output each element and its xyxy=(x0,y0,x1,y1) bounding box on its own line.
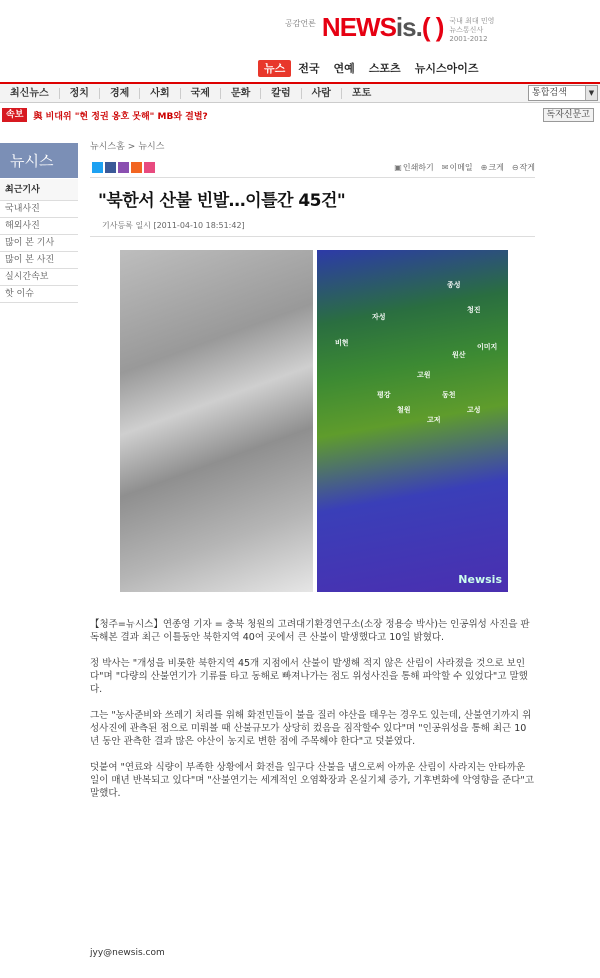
sidebar-item-domestic-photo[interactable]: 국내사진 xyxy=(0,201,78,218)
gnb-sports[interactable]: 스포츠 xyxy=(368,62,401,75)
subnav-economy[interactable]: 경제 xyxy=(100,88,140,99)
twitter-icon[interactable] xyxy=(92,162,103,173)
chevron-down-icon[interactable]: ▼ xyxy=(585,86,597,100)
breaking-headline-link[interactable]: 與 비대위 "현 정권 옹호 못해" MB와 결별? xyxy=(33,111,208,122)
facebook-icon[interactable] xyxy=(105,162,116,173)
satellite-image-grayscale xyxy=(120,250,313,592)
sidebar-item-realtime[interactable]: 실시간속보 xyxy=(0,269,78,286)
article-body xyxy=(90,618,535,813)
printer-icon: ▣ xyxy=(394,163,402,172)
article-actions xyxy=(394,162,535,173)
breadcrumb-section[interactable]: 뉴시스 xyxy=(138,142,165,152)
newsis-watermark: Newsis xyxy=(458,573,502,586)
logo-wordmark[interactable]: NEWSis.( ) xyxy=(321,12,444,42)
site-header xyxy=(0,0,600,80)
global-nav xyxy=(258,60,485,77)
subnav-society[interactable]: 사회 xyxy=(140,88,180,99)
mail-icon: ✉ xyxy=(441,163,449,172)
breadcrumb: 뉴시스홈 > 뉴시스 xyxy=(90,142,165,152)
breaking-label: 속보 xyxy=(2,108,27,122)
article-dateline: 기사등록 일시 [2011-04-10 18:51:42] xyxy=(102,221,245,230)
article-toolbar xyxy=(90,162,535,178)
plus-icon: ⊕ xyxy=(480,163,488,172)
sidebar-item-hot-issue[interactable]: 핫 이슈 xyxy=(0,286,78,303)
email-button[interactable]: ✉이메일 xyxy=(441,163,473,172)
sidebar-item-foreign-photo[interactable]: 해외사진 xyxy=(0,218,78,235)
article-headline: "북한서 산불 빈발…이틀간 45건" xyxy=(98,191,346,211)
gnb-entertainment[interactable]: 연예 xyxy=(333,62,355,75)
article-photo[interactable] xyxy=(120,250,508,592)
article-main xyxy=(90,140,535,958)
divider xyxy=(90,236,535,237)
subnav-column[interactable]: 칼럼 xyxy=(261,88,301,99)
logo-tagline: 국내 최대 민영 뉴스통신사 2001-2012 xyxy=(449,17,495,43)
article-paragraph: 정 박사는 "개성을 비롯한 북한지역 45개 지점에서 산불이 발생해 적지 않은 산림이 사라졌을 것으로 보인다"며 "다량의 산불연기가 기류를 타고 동해로 빠져나가는 점도 위성사진을 통해 파악할 수 있었다"고 말했다. xyxy=(90,658,528,695)
satellite-image-color: 종성 청진 자성 비현 원산 고원 동천 고성 이미지 평강 철원 고저 Newsis xyxy=(317,250,508,592)
logo-prefix: 공감언론 xyxy=(285,19,316,28)
left-sidebar xyxy=(0,143,78,303)
subnav-photo[interactable]: 포토 xyxy=(351,87,372,99)
breadcrumb-home[interactable]: 뉴시스홈 xyxy=(90,142,125,152)
article-paragraph: 그는 "농사준비와 쓰레기 처리를 위해 화전민들이 불을 질러 야산을 태우는 경우도 있는데, 산불연기까지 위성사진에 관측된 점으로 미뤄볼 때 산불규모가 상당히 컸음을 짐작할수 있다"며 "인공위성을 통해 최근 10년 동안 관측한 결과 많은 야산이 농지로 변한 점에 주목해야 한다"고 덧붙였다. xyxy=(90,710,532,747)
font-larger-button[interactable]: ⊕크게 xyxy=(480,163,504,172)
site-logo[interactable] xyxy=(285,12,501,52)
cyworld-icon[interactable] xyxy=(131,162,142,173)
font-smaller-button[interactable]: ⊖작게 xyxy=(511,163,535,172)
section-nav xyxy=(0,82,600,103)
gnb-newsis-eyes[interactable]: 뉴시스아이즈 xyxy=(414,62,479,75)
gnb-regional[interactable]: 전국 xyxy=(298,62,320,75)
reader-report-button[interactable]: 독자신문고 xyxy=(543,108,594,122)
breaking-news-bar xyxy=(0,107,600,123)
share-icons xyxy=(92,162,155,173)
yozm-icon[interactable] xyxy=(144,162,155,173)
subnav-culture[interactable]: 문화 xyxy=(221,88,261,99)
search-scope-select[interactable] xyxy=(528,85,598,101)
sidebar-item-most-read[interactable]: 많이 본 기사 xyxy=(0,235,78,252)
subnav-politics[interactable]: 정치 xyxy=(60,88,100,99)
reporter-email-link[interactable]: jyy@newsis.com xyxy=(90,948,165,958)
subnav-international[interactable]: 국제 xyxy=(181,88,221,99)
subnav-people[interactable]: 사람 xyxy=(302,88,342,99)
subnav-latest[interactable]: 최신뉴스 xyxy=(0,88,60,99)
sidebar-item-most-viewed-photo[interactable]: 많이 본 사진 xyxy=(0,252,78,269)
search-scope-value: 통합검색 xyxy=(532,88,567,98)
me2day-icon[interactable] xyxy=(118,162,129,173)
sidebar-title[interactable]: 뉴시스 xyxy=(0,143,78,179)
article-paragraph: 【청주=뉴시스】연종영 기자 = 충북 청원의 고려대기환경연구소(소장 정용승 박사)는 인공위성 사진을 판독해본 결과 최근 이틀동안 북한지역 40여 곳에서 큰 산불이 발생했다고 10일 밝혔다. xyxy=(90,619,530,643)
print-button[interactable]: ▣인쇄하기 xyxy=(394,163,434,172)
article-paragraph: 덧붙여 "연료와 식량이 부족한 상황에서 화전을 일구다 산불을 냄으로써 아까운 산림이 사라지는 안타까운 일이 매년 반복되고 있다"며 "산불연기는 세계적인 오염확장과 온실기체 증가, 기후변화에 악영향을 준다"고 말했다. xyxy=(90,762,534,799)
sidebar-item-recent[interactable]: 최근기사 xyxy=(0,179,78,201)
gnb-news[interactable]: 뉴스 xyxy=(258,60,291,77)
minus-icon: ⊖ xyxy=(511,163,519,172)
